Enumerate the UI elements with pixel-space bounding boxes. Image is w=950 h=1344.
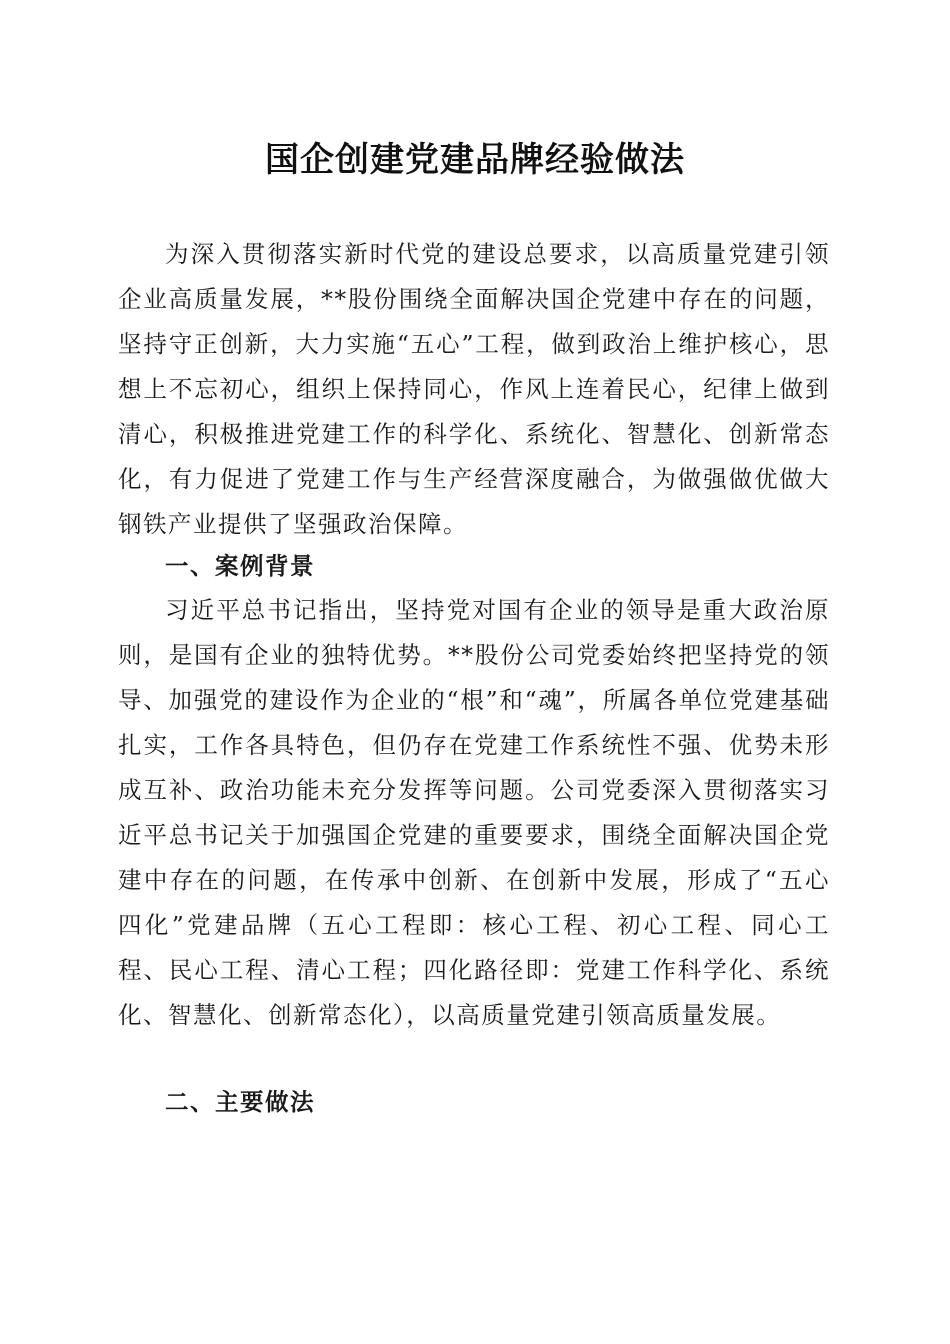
section-heading-background: 一、案例背景 (165, 552, 315, 580)
background-paragraph: 习近平总书记指出，坚持党对国有企业的领导是重大政治原则，是国有企业的独特优势。**股份公司党委始终把坚持党的领导、加强党的建设作为企业的“根”和“魂”，所属各单位党建基础扎实，工作各具特色，但仍存在党建工作系统性不强、优势未形成互补、政治功能未充分发挥等问题。公司党委深入贯彻落实习近平总书记关于加强国企党建的重要要求，围绕全面解决国企党建中存在的问题，在传承中创新、在创新中发展，形成了“五心四化”党建品牌（五心工程即：核心工程、初心工程、同心工程、民心工程、清心工程；四化路径即：党建工作科学化、系统化、智慧化、创新常态化），以高质量党建引领高质量发展。 (118, 596, 830, 1029)
document-title: 国企创建党建品牌经验做法 (265, 140, 685, 180)
intro-paragraph: 为深入贯彻落实新时代党的建设总要求，以高质量党建引领企业高质量发展，**股份围绕全面解决国企党建中存在的问题，坚持守正创新，大力实施“五心”工程，做到政治上维护核心，思想上不忘初心，组织上保持同心，作风上连着民心，纪律上做到清心，积极推进党建工作的科学化、系统化、智慧化、创新常态化，有力促进了党建工作与生产经营深度融合，为做强做优做大钢铁产业提供了坚强政治保障。 (118, 240, 830, 538)
section-heading-main-practices: 二、主要做法 (165, 1088, 315, 1116)
